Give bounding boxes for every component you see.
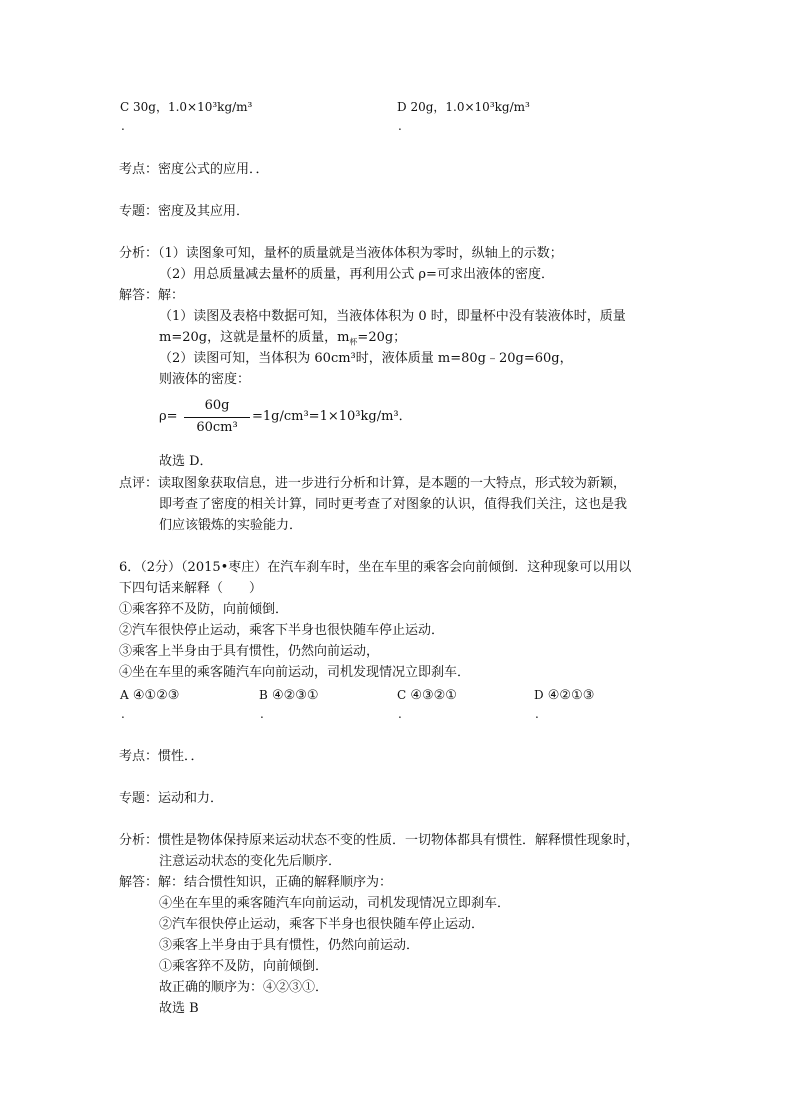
q5-jieda-2-sub: 杯 [349,337,358,347]
q5-jieda-2a: m=20g，这就是量杯的质量，m [159,330,350,345]
q6-kaodian: 考点：惯性．． [119,749,204,764]
q6-jieda-1: 解答：解：结合惯性知识，正确的解释顺序为： [119,875,393,890]
q6-option-b-text: ④②③① [271,688,319,703]
q6-jieda-4: ③乘客上半身由于具有惯性，仍然向前运动． [159,938,420,953]
q6-item-3: ③乘客上半身由于具有惯性，仍然向前运动， [119,644,380,659]
option-d-dot: . [398,119,402,133]
q6-item-1: ①乘客猝不及防，向前倾倒． [119,602,289,617]
q5-fenxi-1: 分析：（1）读图象可知，量杯的质量就是当液体体积为零时，纵轴上的示数； [119,246,563,261]
q5-kaodian: 考点：密度公式的应用．． [119,162,269,177]
q6-option-b [259,686,319,705]
q6-fenxi-1: 分析：惯性是物体保持原来运动状态不变的性质．一切物体都具有惯性．解释惯性现象时， [119,833,640,848]
density-fraction [184,398,250,440]
q5-dianping-1: 点评：读取图象获取信息，进一步进行分析和计算，是本题的一大特点，形式较为新颖， [119,476,627,491]
fraction-denominator: 60cm³ [196,420,238,435]
q6-option-a-text: ④①②③ [132,688,180,703]
q6-option-c-dot: . [398,707,402,721]
q6-jieda-2: ④坐在车里的乘客随汽车向前运动，司机发现情况立即刹车． [159,896,511,911]
option-c-letter: C [120,100,130,114]
q6-item-4: ④坐在车里的乘客随汽车向前运动，司机发现情况立即刹车． [119,665,471,680]
q5-fenxi-2: （2）用总质量减去量杯的质量，再利用公式 ρ=可求出液体的密度． [159,267,554,282]
q5-jieda-2b: =20g； [357,330,407,345]
q5-jieda-3: （2）读图可知，当体积为 60cm³时，液体质量 m=80g﹣20g=60g， [159,351,573,366]
q5-zhuanti: 专题：密度及其应用． [119,204,250,219]
q6-option-b-dot: . [260,707,264,721]
q6-stem-1: 6．（2分）（2015•枣庄）在汽车刹车时，坐在车里的乘客会向前倾倒．这种现象可以用以 [119,560,632,575]
q5-dianping-3: 们应该锻炼的实验能力． [159,518,303,533]
q6-jieda-5: ①乘客猝不及防，向前倾倒． [159,959,329,974]
option-d [397,98,530,116]
q6-option-d-dot: . [535,707,539,721]
q5-jieda-1: （1）读图及表格中数据可知，当液体体积为 0 时，即量杯中没有装液体时，质量 [159,309,626,324]
q6-stem-2: 下四句话来解释（ ） [119,581,263,596]
q5-jieda-label: 解答：解： [119,288,185,303]
q6-guxuan: 故选 B [159,1001,199,1016]
q6-option-d-text: ④②①③ [547,688,595,703]
fraction-bar [184,417,250,418]
q6-jieda-6: 故正确的顺序为：④②③①． [159,980,329,995]
q6-option-c-text: ④③②① [410,688,457,703]
q6-option-a-letter: A [120,688,129,702]
q6-jieda-3: ②汽车很快停止运动，乘客下半身也很快随车停止运动． [159,917,485,932]
q6-option-a [120,686,179,705]
option-d-letter: D [397,100,407,114]
q6-option-c [397,686,457,705]
option-c [120,98,252,116]
q5-jieda-2 [159,329,406,347]
q6-option-a-dot: . [121,707,125,721]
option-c-dot: . [121,119,125,133]
q5-jieda-4: 则液体的密度： [159,372,251,387]
q6-fenxi-2: 注意运动状态的变化先后顺序． [159,854,342,869]
q5-guxuan: 故选 D． [159,454,213,469]
q6-item-2: ②汽车很快停止运动，乘客下半身也很快随车停止运动． [119,623,445,638]
rho-suffix: =1g/cm³=1×10³kg/m³． [252,409,412,424]
option-c-text: 30g，1.0×10³kg/m³ [133,100,253,114]
q6-option-d-letter: D [534,688,544,702]
q6-zhuanti: 专题：运动和力． [119,791,224,806]
q5-dianping-2: 即考查了密度的相关计算，同时更考查了对图象的认识，值得我们关注，这也是我 [159,497,628,512]
fraction-numerator: 60g [204,398,230,413]
q6-option-b-letter: B [259,688,268,702]
q6-option-c-letter: C [397,688,407,702]
option-d-text: 20g，1.0×10³kg/m³ [410,100,530,114]
q6-option-d [534,686,594,705]
rho-prefix: ρ= [159,409,178,424]
